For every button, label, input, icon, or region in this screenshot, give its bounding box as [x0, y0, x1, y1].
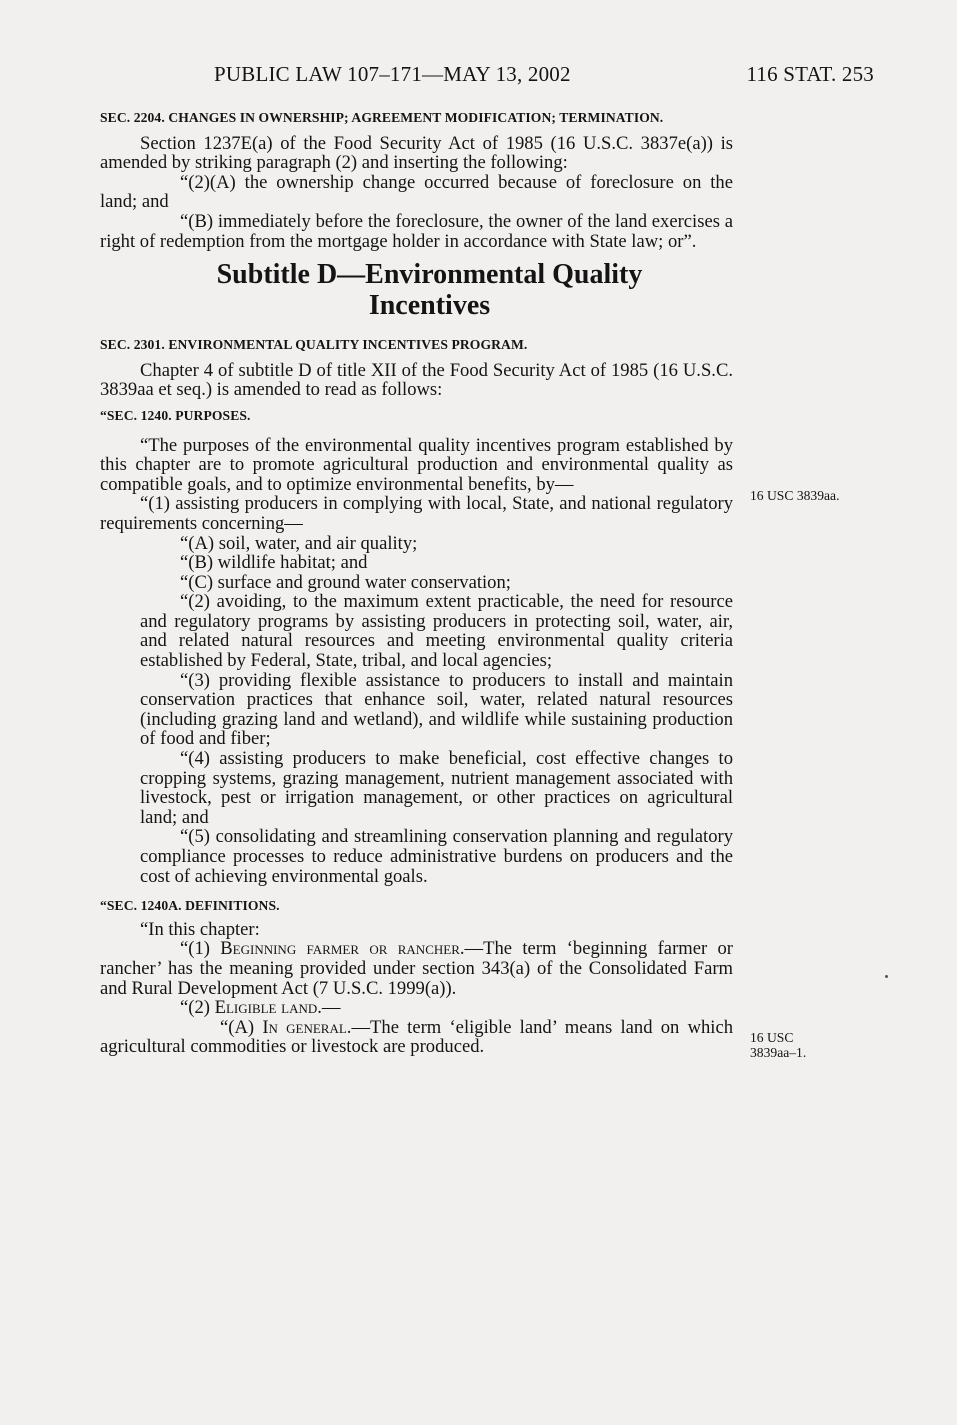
definition-2a [100, 1018, 733, 1057]
definition-1 [100, 939, 733, 998]
definition-1-text: .—The term ‘beginning farmer or rancher’ has the meaning provided under section 343(a) of the Consolidated Farm and Rural Development Act (7 U.S.C. 1999(a)). [100, 938, 733, 999]
scan-artifact-dot [885, 975, 888, 978]
purpose-item-3-text: “(3) providing flexible assistance to producers to install and maintain conservation practices that enhance soil, water, related natural resources (including grazing land and wetland), and wildlife while sustaining production of food and fiber; [140, 669, 733, 750]
purpose-item-5-text: “(5) consolidating and streamlining conservation planning and regulatory compliance processes to reduce administrative burdens on producers and the cost of achieving environmental goals. [140, 826, 733, 887]
definition-2a-number: “(A) [220, 1016, 263, 1038]
definition-1-term: Beginning farmer or rancher [220, 938, 460, 960]
header-citation: PUBLIC LAW 107–171—MAY 13, 2002 [214, 62, 571, 86]
definition-2a-term: In general [262, 1016, 347, 1038]
document-body [100, 108, 733, 1057]
margin-note-1240a-line1: 16 USC [750, 1030, 794, 1045]
margin-note-1240a [750, 1030, 806, 1060]
purpose-item-1c: “(C) surface and ground water conservation; [180, 571, 511, 593]
margin-note-1240a-line2: 3839aa–1. [750, 1045, 807, 1060]
subtitle-line-1: Subtitle D—Environmental Quality [216, 259, 643, 291]
section-2301-heading: SEC. 2301. ENVIRONMENTAL QUALITY INCENTIVES PROGRAM. [100, 337, 528, 353]
margin-note-1240: 16 USC 3839aa. [750, 488, 840, 503]
section-2301-intro: Chapter 4 of subtitle D of title XII of the Food Security Act of 1985 (16 U.S.C. 3839aa et seq.) is amended to read as follows: [100, 359, 733, 401]
definition-2-number: “(2) [180, 997, 215, 1019]
section-1240a-heading: “SEC. 1240A. DEFINITIONS. [100, 898, 280, 914]
purpose-item-5 [100, 827, 733, 886]
purpose-item-1b: “(B) wildlife habitat; and [180, 552, 368, 574]
purpose-item-1a: “(A) soil, water, and air quality; [180, 532, 418, 554]
purpose-item-2 [100, 592, 733, 670]
definition-2a-text: .—The term ‘eligible land’ means land on which agricultural commodities or livestock are produced. [100, 1016, 734, 1058]
section-2204-heading: SEC. 2204. CHANGES IN OWNERSHIP; AGREEMENT MODIFICATION; TERMINATION. [100, 110, 664, 125]
section-2204-paragraph-2a: “(2)(A) the ownership change occurred because of foreclosure on the land; and [100, 171, 733, 213]
purpose-item-2-text: “(2) avoiding, to the maximum extent practicable, the need for resource and regulatory programs by assisting producers in protecting soil, water, air, and related natural resources and meeting environmental quality criteria established by Federal, State, tribal, and local agencies; [140, 591, 733, 672]
definition-2 [100, 998, 733, 1018]
subtitle-heading [100, 259, 733, 321]
subtitle-line-2: Incentives [368, 290, 491, 322]
section-2204-intro: Section 1237E(a) of the Food Security Act of 1985 (16 U.S.C. 3837e(a)) is amended by striking paragraph (2) and inserting the following: [100, 132, 733, 174]
section-1240a-intro: “In this chapter: [140, 918, 260, 940]
definition-2-text: .— [317, 997, 341, 1019]
purpose-item-4 [100, 749, 733, 827]
purpose-item-4-text: “(4) assisting producers to make beneficial, cost effective changes to cropping systems, grazing management, nutrient management associated with livestock, pest or irrigation management, or other practices on agricultural land; and [140, 748, 733, 828]
section-1240-intro: “The purposes of the environmental quality incentives program established by this chapter are to promote agricultural production and environmental quality as compatible goals, and to optimize environmental benefits, by— [100, 434, 733, 495]
section-1240-heading: “SEC. 1240. PURPOSES. [100, 407, 251, 423]
page-header [214, 62, 874, 92]
purpose-item-3 [100, 671, 733, 749]
section-2204-paragraph-2b: “(B) immediately before the foreclosure, the owner of the land exercises a right of redemption from the mortgage holder in accordance with State law; or”. [100, 210, 733, 252]
definition-2-term: Eligible land [214, 997, 318, 1019]
header-stat-page: 116 STAT. 253 [746, 62, 874, 86]
definition-1-number: “(1) [180, 938, 221, 960]
purpose-item-1: “(1) assisting producers in complying with local, State, and national regulatory requirements concerning— [100, 493, 733, 534]
